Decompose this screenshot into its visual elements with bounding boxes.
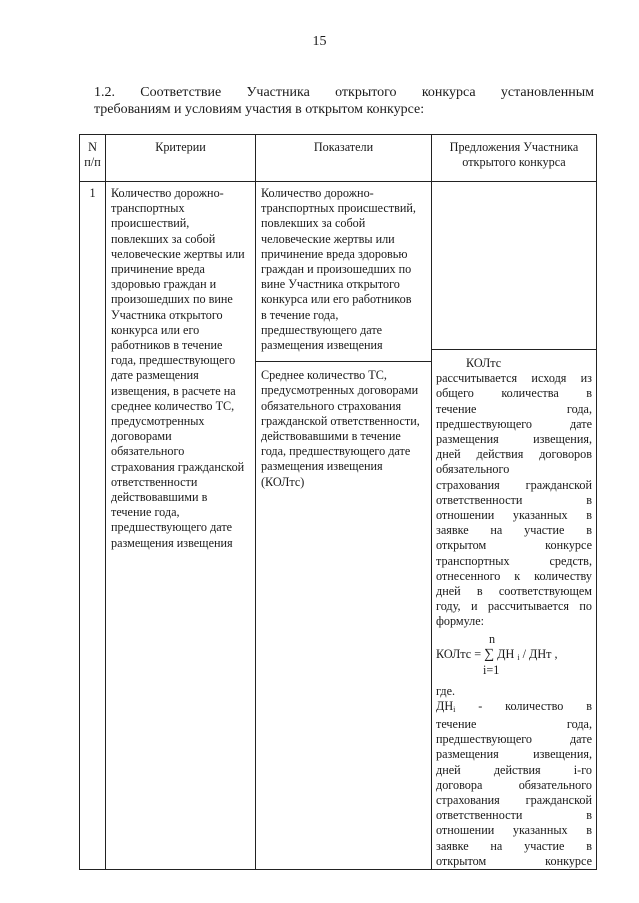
proposal-line: размещения извещения, bbox=[436, 432, 592, 447]
proposal-line: ответственности в bbox=[436, 808, 592, 823]
sum-symbol-icon: ∑ bbox=[484, 646, 495, 662]
criteria-line: среднее количество ТС, bbox=[111, 398, 235, 413]
criteria-line: договорами bbox=[111, 429, 172, 444]
criteria-line: года, предшествующего bbox=[111, 353, 236, 368]
indicator-line: в течение года, bbox=[261, 307, 339, 322]
header-proposals bbox=[432, 135, 597, 182]
criteria-cell bbox=[106, 182, 256, 870]
criteria-line: предусмотренных bbox=[111, 414, 205, 429]
proposals-cell bbox=[432, 182, 597, 870]
criteria-line: ответственности bbox=[111, 474, 198, 489]
criteria-line: течение года, bbox=[111, 505, 180, 520]
indicators-cell bbox=[256, 182, 432, 870]
indicator-line: конкурса или его работников bbox=[261, 292, 412, 307]
formula-dn: ДН bbox=[494, 646, 518, 661]
indicator-line: граждан и произошедших по bbox=[261, 262, 412, 277]
indicator-line: причинение вреда здоровью bbox=[261, 246, 408, 261]
criteria-line: извещения, в расчете на bbox=[111, 383, 236, 398]
criteria-line: произошедших по вине bbox=[111, 292, 233, 307]
indicator-line: обязательного страхования bbox=[261, 398, 402, 413]
formula-upper-limit: n bbox=[489, 631, 496, 646]
criteria-line: конкурса или его bbox=[111, 322, 200, 337]
dn-label: ДН bbox=[436, 698, 454, 713]
header-proposals-line-2: открытого конкурса bbox=[462, 155, 566, 169]
proposal-line: течение года, bbox=[436, 401, 592, 416]
header-criteria: Критерии bbox=[106, 135, 256, 182]
indicator-line: размещения извещения bbox=[261, 338, 383, 353]
criteria-line: страхования гражданской bbox=[111, 459, 245, 474]
proposal-line: размещения извещения, bbox=[436, 747, 592, 762]
criteria-table bbox=[79, 134, 597, 870]
indicator-line: (КОЛтс) bbox=[261, 474, 305, 489]
proposal-line: дней действия i-го bbox=[436, 762, 592, 777]
kolts-formula bbox=[436, 632, 592, 684]
criteria-line: причинение вреда bbox=[111, 262, 205, 277]
proposal-line: КОЛтс bbox=[466, 356, 502, 370]
indicator-line: вине Участника открытого bbox=[261, 277, 400, 292]
indicator-line: транспортных происшествий, bbox=[261, 201, 416, 216]
criteria-line: происшествий, bbox=[111, 216, 190, 231]
proposal-line: договора обязательного bbox=[436, 777, 592, 792]
proposal-line: страхования гражданской bbox=[436, 477, 592, 492]
row-number: 1 bbox=[80, 182, 106, 870]
proposal-line: открытом конкурсе bbox=[436, 538, 592, 553]
indicator-line: действовавшими в течение bbox=[261, 429, 401, 444]
proposal-line: заявке на участие в bbox=[436, 523, 592, 538]
indicator-line: повлекших за собой bbox=[261, 216, 366, 231]
proposal-line: отношении указанных в bbox=[436, 823, 592, 838]
proposal-line: дней действия договоров bbox=[436, 447, 592, 462]
criteria-line: транспортных bbox=[111, 201, 185, 216]
proposal-line: предшествующего дате bbox=[436, 732, 592, 747]
section-heading bbox=[94, 84, 594, 118]
table-row bbox=[80, 182, 597, 870]
section-heading-line-1: 1.2. Соответствие Участника открытого конкурса установленным bbox=[94, 85, 594, 100]
header-number bbox=[80, 135, 106, 182]
header-number-line-2: п/п bbox=[84, 155, 101, 169]
proposal-line: общего количества в bbox=[436, 386, 592, 401]
criteria-line: действовавшими в bbox=[111, 490, 208, 505]
proposal-line: отнесенного к количеству bbox=[436, 568, 592, 583]
indicator-line: Количество дорожно- bbox=[261, 186, 374, 200]
header-indicators: Показатели bbox=[256, 135, 432, 182]
criteria-line: размещения извещения bbox=[111, 535, 233, 550]
proposal-line: обязательного bbox=[436, 462, 510, 477]
page-number: 15 bbox=[312, 34, 327, 49]
indicator-line: предусмотренных договорами bbox=[261, 383, 419, 398]
indicator-line: размещения извещения bbox=[261, 459, 383, 474]
criteria-line: Количество дорожно- bbox=[111, 186, 224, 200]
indicator-line: года, предшествующего дате bbox=[261, 444, 411, 459]
proposal-line: транспортных средств, bbox=[436, 553, 592, 568]
proposal-where: где. bbox=[436, 683, 456, 698]
indicator-vehicle-count bbox=[261, 368, 427, 492]
formula-dn-subscript: i bbox=[517, 652, 520, 662]
proposal-dn-definition bbox=[436, 699, 592, 717]
table-header-row bbox=[80, 135, 597, 182]
criteria-line: обязательного bbox=[111, 444, 185, 459]
proposal-line: ответственности в bbox=[436, 492, 592, 507]
formula-lower-limit: i=1 bbox=[483, 662, 500, 677]
proposal-line: рассчитывается исходя из bbox=[436, 371, 592, 386]
indicator-line: предшествующего дате bbox=[261, 322, 383, 337]
formula-left: КОЛтс = bbox=[436, 646, 485, 661]
criteria-line: дате размещения bbox=[111, 368, 199, 383]
criteria-line: Участника открытого bbox=[111, 307, 223, 322]
indicator-line: человеческие жертвы или bbox=[261, 231, 395, 246]
proposal-line: отношении указанных в bbox=[436, 508, 592, 523]
proposal-line: страхования гражданской bbox=[436, 793, 592, 808]
proposal-line: заявке на участие в bbox=[436, 838, 592, 853]
indicator-line: Среднее количество ТС, bbox=[261, 368, 387, 383]
proposal-empty-cell bbox=[432, 182, 596, 350]
criteria-line: человеческие жертвы или bbox=[111, 246, 245, 261]
proposal-line: году, и рассчитывается по bbox=[436, 599, 592, 614]
indicator-divider bbox=[256, 361, 431, 362]
indicator-accidents bbox=[261, 186, 427, 355]
indicator-line: гражданской ответственности, bbox=[261, 413, 420, 428]
proposal-line: формуле: bbox=[436, 614, 485, 629]
proposal-line: дней в соответствующем bbox=[436, 584, 592, 599]
criteria-line: работников в течение bbox=[111, 338, 223, 353]
formula-rest: / ДНт , bbox=[519, 646, 558, 661]
criteria-line: здоровью граждан и bbox=[111, 277, 217, 292]
dn-subscript: i bbox=[453, 704, 456, 714]
proposal-line: открытом конкурсе bbox=[436, 853, 592, 868]
section-heading-line-2: требованиям и условиям участия в открытом конкурсе: bbox=[94, 102, 425, 117]
header-number-line-1: N bbox=[88, 140, 97, 154]
proposal-formula-text bbox=[432, 350, 596, 869]
criteria-line: предшествующего дате bbox=[111, 520, 233, 535]
proposal-line: предшествующего дате bbox=[436, 416, 592, 431]
proposal-line: течение года, bbox=[436, 717, 592, 732]
header-proposals-line-1: Предложения Участника bbox=[449, 140, 579, 154]
dn-rest: - количество в bbox=[455, 698, 592, 713]
criteria-line: повлекших за собой bbox=[111, 231, 216, 246]
